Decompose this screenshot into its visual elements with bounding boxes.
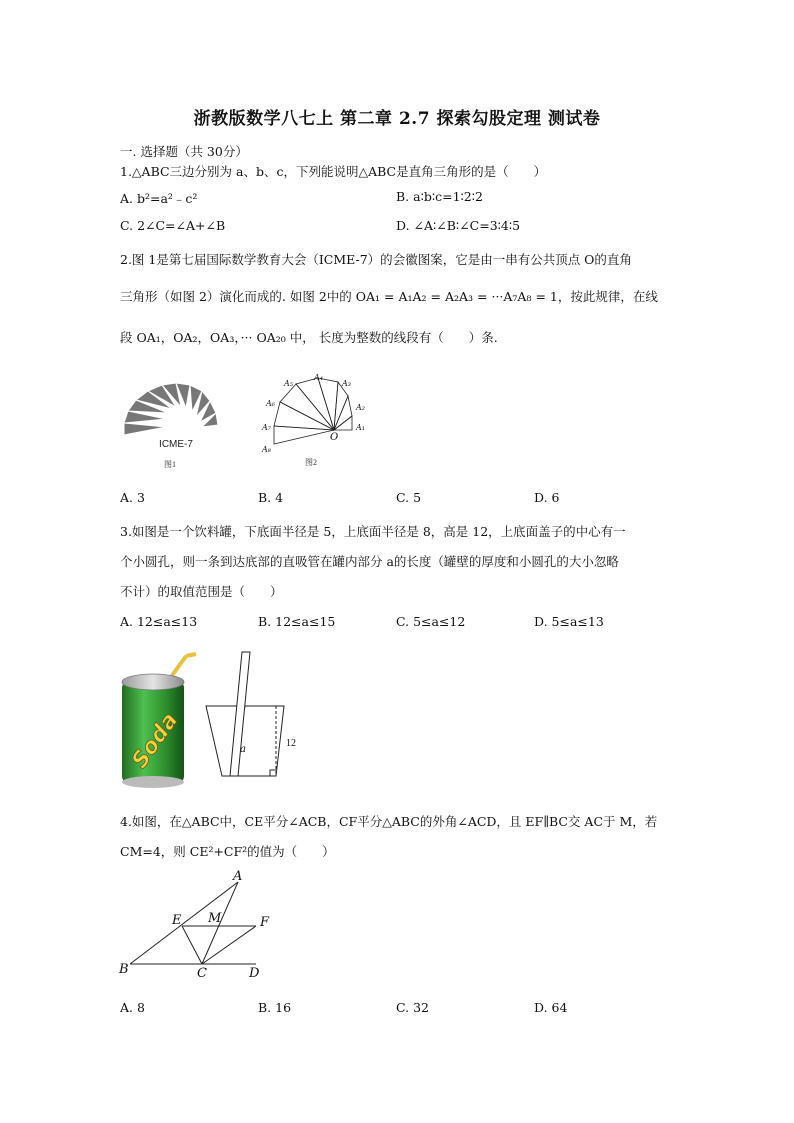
q3-line-2: 个小圆孔，则一条到达底部的直吸管在罐内部分 a的长度（罐壁的厚度和小圆孔的大小忽略: [120, 554, 619, 569]
label-a8: A₈: [262, 445, 271, 454]
line-ba: [130, 882, 238, 964]
q2-line-3: 段 OA₁，OA₂，OA₃，··· OA₂₀ 中， 长度为整数的线段有（ ）条.: [120, 330, 498, 345]
spiral-figure: [256, 372, 376, 472]
q2-option-d[interactable]: D. 6: [534, 490, 560, 505]
q1-option-c[interactable]: C. 2∠C=∠A+∠B: [120, 218, 226, 233]
section-heading: 一. 选择题（共 30分）: [120, 144, 248, 159]
q4-option-c[interactable]: C. 32: [396, 1000, 429, 1015]
q4-option-d[interactable]: D. 64: [534, 1000, 568, 1015]
straw-tip: [186, 654, 196, 656]
q4-line-1: 4.如图，在△ABC中，CE平分∠ACB，CF平分△ABC的外角∠ACD，且 EF∥BC交 AC于 M，若: [120, 814, 658, 829]
spiral-triangle: [280, 384, 334, 430]
spiral-triangle: [296, 378, 334, 430]
spiral-triangle: [274, 402, 334, 430]
label-a4: A₄: [314, 373, 323, 382]
soda-can-illustration: [116, 648, 200, 790]
label-f: F: [260, 915, 270, 930]
label-o: O: [330, 432, 339, 443]
q4-option-a[interactable]: A. 8: [120, 1000, 145, 1015]
label-a6: A₆: [266, 399, 275, 408]
q3-line-1: 3.如图是一个饮料罐，下底面半径是 5，上底面半径是 8，高是 12，上底面盖子的中心有一: [120, 524, 626, 539]
q3-option-c[interactable]: C. 5≤a≤12: [396, 614, 466, 629]
label-c: C: [197, 966, 207, 981]
can-cross-section-diagram: [200, 648, 310, 778]
label-a7: A₇: [262, 423, 271, 432]
label-a2: A₂: [356, 403, 365, 412]
emblem-text: ICME-7: [159, 439, 193, 450]
q3-option-b[interactable]: B. 12≤a≤15: [258, 614, 336, 629]
q3-option-d[interactable]: D. 5≤a≤13: [534, 614, 604, 629]
icme-emblem-figure: [118, 375, 228, 470]
can-brand-text: Soda: [127, 708, 184, 774]
can-base: [122, 776, 184, 788]
q1-option-a[interactable]: A. b²=a²﹣c²: [120, 191, 198, 206]
label-m: M: [208, 911, 222, 926]
trapezoid: [206, 706, 284, 776]
page-title: 浙教版数学八七上 第二章 2.7 探索勾股定理 测试卷: [193, 109, 601, 129]
q4-option-b[interactable]: B. 16: [258, 1000, 292, 1015]
q3-line-3: 不计）的取值范围是（ ）: [120, 584, 283, 599]
right-angle-mark: [270, 770, 276, 776]
straw-shape: [230, 652, 250, 776]
q2-option-b[interactable]: B. 4: [258, 490, 284, 505]
label-a1: A₁: [356, 423, 365, 432]
spiral-triangle: [274, 426, 334, 444]
label-a: A: [233, 869, 243, 884]
q2-line-2: 三角形（如图 2）演化而成的. 如图 2中的 OA₁ = A₁A₂ = A₂A₃ = ···A₇A₈ = 1，按此规律，在线: [120, 289, 658, 304]
q4-line-2: CM=4，则 CE²+CF²的值为（ ）: [120, 844, 335, 859]
can-lid: [122, 674, 184, 690]
q4-triangle-diagram: [116, 870, 276, 985]
q2-option-c[interactable]: C. 5: [396, 490, 422, 505]
diagram-label-a: a: [240, 744, 246, 755]
q2-option-a[interactable]: A. 3: [120, 490, 145, 505]
label-a3: A₃: [342, 379, 351, 388]
q2-line-1: 2.图 1是第七届国际数学教育大会（ICME-7）的会徽图案，它是由一串有公共顶点 O的直角: [120, 252, 632, 267]
label-b: B: [119, 962, 129, 977]
q1-option-b[interactable]: B. a∶b∶c=1∶2∶2: [396, 189, 483, 204]
line-ce: [182, 926, 202, 964]
diagram-label-height: 12: [286, 738, 296, 749]
label-e: E: [172, 913, 182, 928]
fig2-caption: 图2: [305, 458, 317, 467]
q3-option-a[interactable]: A. 12≤a≤13: [120, 614, 198, 629]
q1-stem: 1.△ABC三边分别为 a、b、c，下列能说明△ABC是直角三角形的是（ ）: [120, 164, 547, 179]
emblem-triangle: [124, 423, 166, 435]
label-a5: A₅: [284, 379, 293, 388]
label-d: D: [249, 966, 260, 981]
q1-option-d[interactable]: D. ∠A∶∠B∶∠C=3∶4∶5: [396, 218, 521, 233]
fig1-caption: 图1: [164, 460, 176, 469]
